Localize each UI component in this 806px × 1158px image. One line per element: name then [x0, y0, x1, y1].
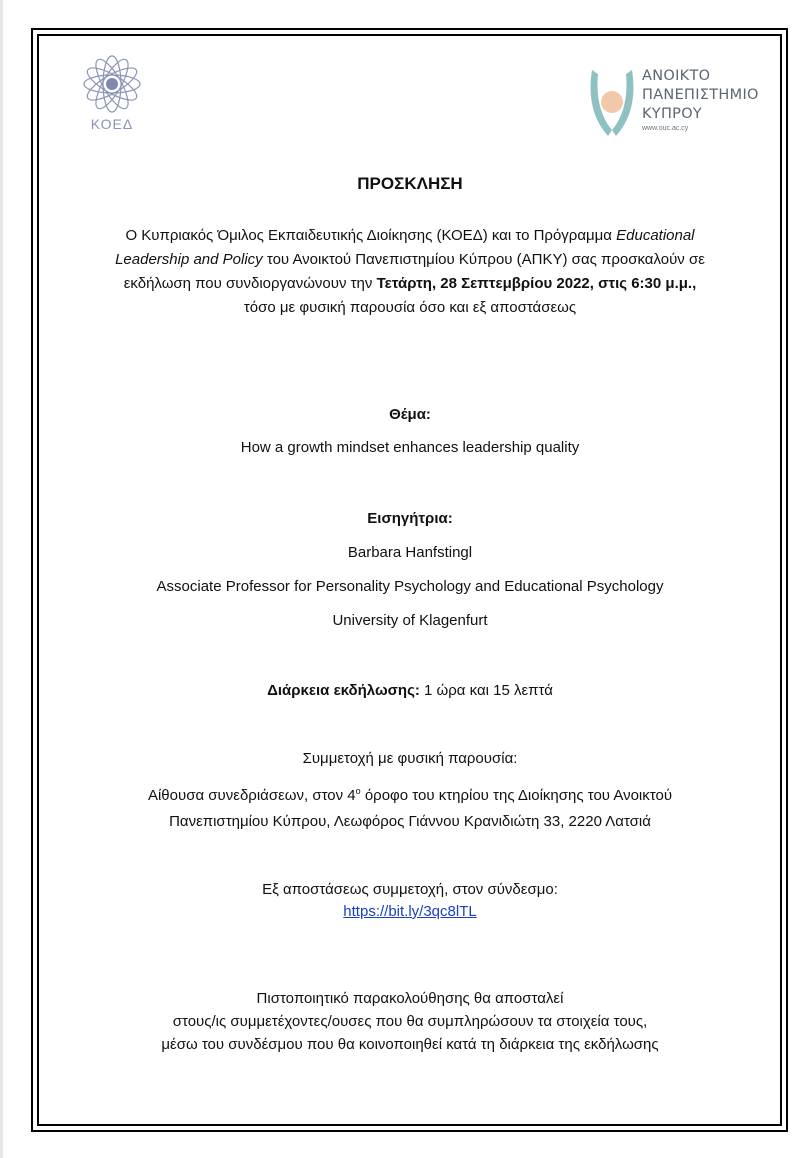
certificate-line-3: μέσω του συνδέσμου που θα κοινοποιηθεί κατά τη διάρκεια της εκδήλωσης — [161, 1036, 659, 1053]
koed-logo-text: ΚΟΕΔ — [90, 116, 134, 132]
physical-address-line-2: Πανεπιστημίου Κύπρου, Λεωφόρος Γιάννου Κρανιδιώτη 33, 2220 Λατσιά — [169, 813, 651, 830]
ouc-emblem-icon — [586, 66, 636, 140]
remote-label: Εξ αποστάσεως συμμετοχή, στον σύνδεσμο: — [262, 881, 558, 898]
topic-label: Θέμα: — [389, 406, 431, 423]
address-text: Αίθουσα συνεδριάσεων, στον 4 — [147, 787, 356, 804]
physical-address-line-1 — [40, 786, 780, 806]
event-datetime: Τετάρτη, 28 Σεπτεμβρίου 2022, στις 6:30 μ.μ., — [376, 275, 697, 292]
duration-value: 1 ώρα και 15 λεπτά — [419, 682, 553, 699]
page-title: ΠΡΟΣΚΛΗΣΗ — [357, 174, 463, 193]
floor-superscript: ο — [355, 786, 361, 796]
program-name: Leadership and Policy — [115, 251, 263, 268]
koed-logo — [76, 54, 148, 138]
remote-link-line — [40, 902, 780, 922]
physical-label: Συμμετοχή με φυσική παρουσία: — [302, 750, 518, 767]
address-text: όροφο του κτηρίου της Διοίκησης του Ανοικτού — [360, 787, 673, 804]
speaker-label: Εισηγήτρια: — [367, 510, 453, 527]
topic-value: How a growth mindset enhances leadership quality — [240, 439, 580, 456]
ouc-logo-url: www.ouc.ac.cy — [642, 125, 689, 132]
koed-emblem-icon — [76, 54, 148, 116]
speaker-position: Associate Professor for Personality Psychology and Educational Psychology — [156, 578, 664, 595]
intro-line-4: τόσο με φυσική παρουσία όσο και εξ αποστάσεως — [243, 299, 577, 316]
duration-line — [40, 681, 780, 701]
speaker-institution: University of Klagenfurt — [332, 612, 488, 629]
ouc-logo — [586, 66, 766, 142]
page-edge — [0, 0, 3, 1158]
ouc-logo-line-2: ΠΑΝΕΠΙΣΤΗΜΙΟ — [642, 87, 759, 103]
intro-text: του Ανοικτού Πανεπιστημίου Κύπρου (ΑΠΚΥ) σας προσκαλούν σε — [262, 251, 705, 268]
remote-link[interactable]: https://bit.ly/3qc8lTL — [343, 903, 477, 920]
intro-line-3 — [40, 274, 780, 294]
intro-text: εκδήλωση που συνδιοργανώνουν την — [123, 275, 377, 292]
duration-label: Διάρκεια εκδήλωσης: — [267, 682, 420, 699]
intro-line-2 — [40, 250, 780, 270]
intro-text: Ο Κυπριακός Όμιλος Εκπαιδευτικής Διοίκησης (ΚΟΕΔ) και το Πρόγραμμα — [125, 227, 617, 244]
program-name: Educational — [616, 227, 695, 244]
intro-line-1 — [40, 226, 780, 246]
ouc-logo-line-3: ΚΥΠΡΟΥ — [642, 106, 703, 122]
certificate-line-2: στους/ις συμμετέχοντες/ουσες που θα συμπληρώσουν τα στοιχεία τους, — [172, 1013, 648, 1030]
certificate-line-1: Πιστοποιητικό παρακολούθησης θα αποσταλεί — [256, 990, 564, 1007]
speaker-name: Barbara Hanfstingl — [347, 544, 473, 561]
ouc-logo-line-1: ΑΝΟΙΚΤΟ — [642, 68, 711, 84]
